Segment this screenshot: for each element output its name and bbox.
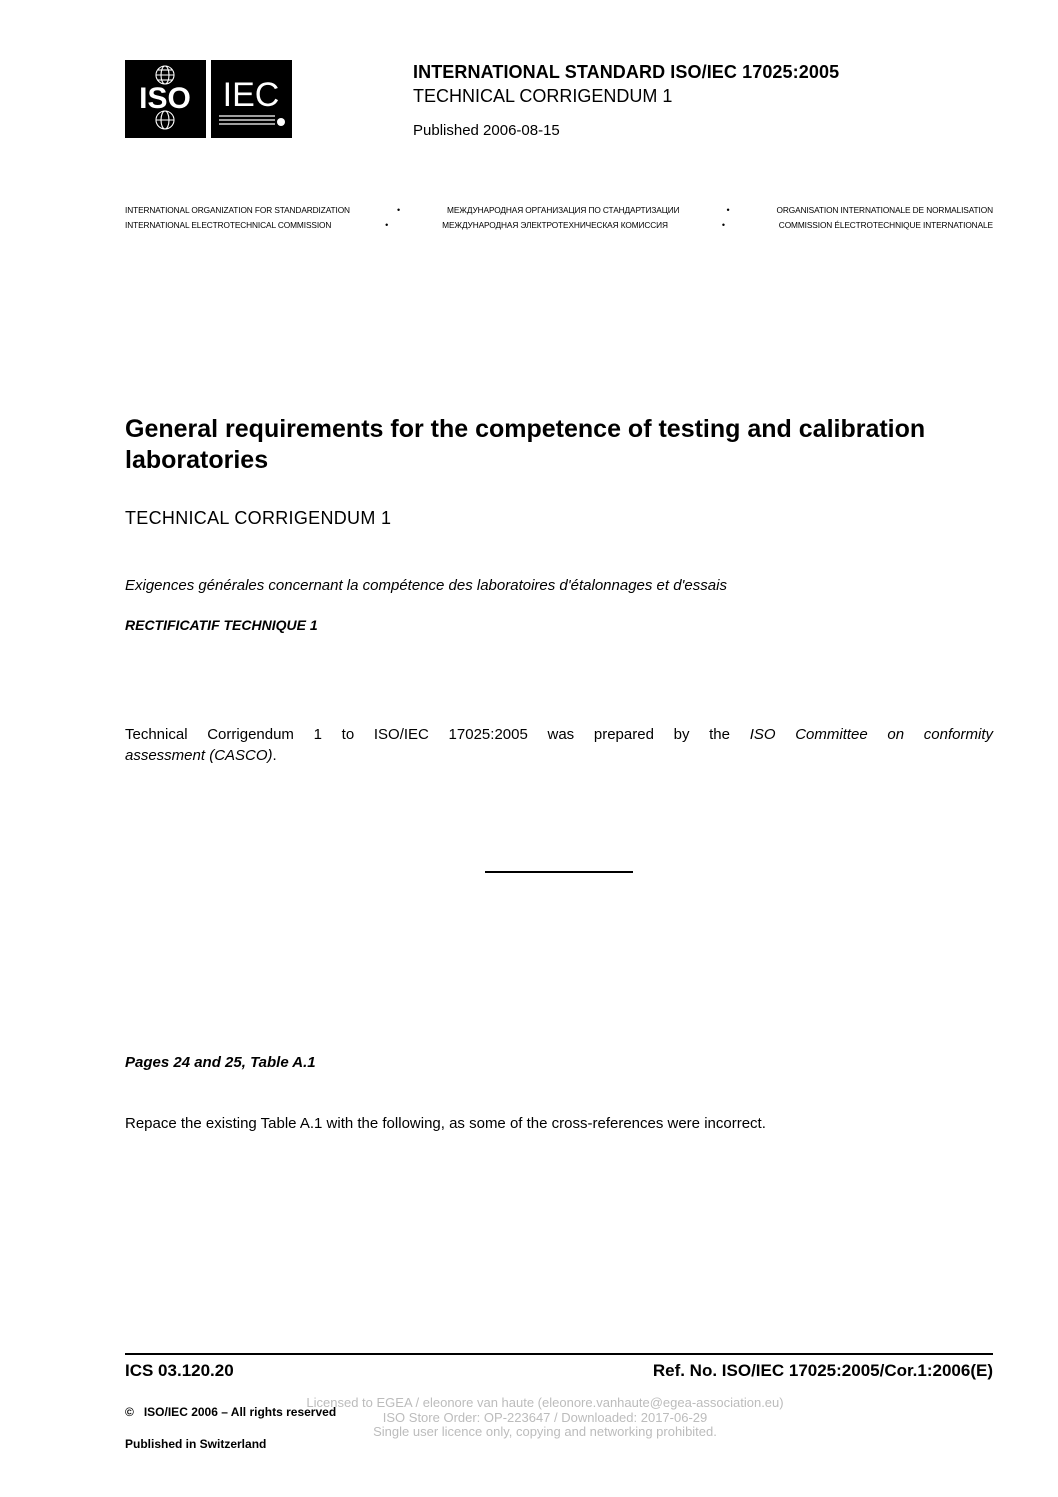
standard-designation: INTERNATIONAL STANDARD ISO/IEC 17025:2005 — [413, 62, 840, 82]
published-in: Published in Switzerland — [125, 1437, 267, 1451]
org-iso-en: INTERNATIONAL ORGANIZATION FOR STANDARDIZATION — [125, 205, 350, 215]
licence-line-2: ISO Store Order: OP-223647 / Downloaded: 2017-06-29 — [382, 1409, 708, 1425]
french-subtitle: RECTIFICATIF TECHNIQUE 1 — [125, 617, 318, 633]
licence-line-1: Licensed to EGEA / eleonore van haute (eleonore.vanhaute@egea-association.eu) — [306, 1395, 784, 1410]
ics-code: ICS 03.120.20 — [125, 1361, 234, 1380]
organizations-line-1 — [125, 205, 993, 215]
licence-watermark — [260, 1396, 830, 1440]
document-title: General requirements for the competence of testing and calibration laboratories — [125, 415, 926, 474]
licence-line-3: Single user licence only, copying and networking prohibited. — [373, 1424, 717, 1439]
intro-line-1 — [125, 724, 993, 745]
published-date: Published 2006-08-15 — [413, 122, 560, 139]
org-iso-ru: МЕЖДУНАРОДНАЯ ОРГАНИЗАЦИЯ ПО СТАНДАРТИЗАЦИИ — [447, 205, 680, 215]
bullet: • — [396, 205, 401, 215]
copyright-text: ISO/IEC 2006 – All rights reserved — [143, 1405, 337, 1419]
committee-name-part-2: assessment (CASCO) — [125, 747, 273, 764]
committee-name-part-1: ISO Committee on conformity — [749, 726, 993, 743]
organizations-line-2 — [125, 220, 993, 230]
bullet: • — [721, 220, 725, 230]
intro-paragraph — [125, 724, 993, 766]
section-divider — [485, 871, 633, 873]
bullet: • — [726, 205, 730, 215]
intro-text-start: Technical Corrigendum 1 to ISO/IEC 17025:2005 was prepared by the — [125, 726, 750, 743]
org-iec-ru: МЕЖДУНАРОДНАЯ ЭЛЕКТРОТЕХНИЧЕСКАЯ КОМИССИЯ — [442, 220, 668, 230]
intro-text-end: . — [272, 747, 277, 764]
iso-logo-text: ISO — [139, 82, 191, 115]
org-iso-fr: ORGANISATION INTERNATIONALE DE NORMALISATION — [776, 205, 993, 215]
document-subtitle: TECHNICAL CORRIGENDUM 1 — [125, 508, 392, 528]
org-iec-fr: COMMISSION ÉLECTROTECHNIQUE INTERNATIONALE — [778, 220, 993, 230]
copyright-symbol: © — [125, 1405, 134, 1419]
replacement-instruction: Repace the existing Table A.1 with the following, as some of the cross-references were incorrect. — [125, 1115, 766, 1132]
french-title: Exigences générales concernant la compétence des laboratoires d'étalonnages et d'essais — [125, 577, 727, 594]
footer-rule — [125, 1353, 993, 1355]
iec-logo-text: IEC — [222, 76, 280, 114]
iso-iec-logo — [125, 60, 292, 138]
pages-reference: Pages 24 and 25, Table A.1 — [125, 1054, 316, 1071]
reference-number: Ref. No. ISO/IEC 17025:2005/Cor.1:2006(E) — [652, 1361, 993, 1380]
org-iec-en: INTERNATIONAL ELECTROTECHNICAL COMMISSION — [125, 220, 332, 230]
corrigendum-label: TECHNICAL CORRIGENDUM 1 — [413, 86, 673, 106]
bullet: • — [385, 220, 389, 230]
